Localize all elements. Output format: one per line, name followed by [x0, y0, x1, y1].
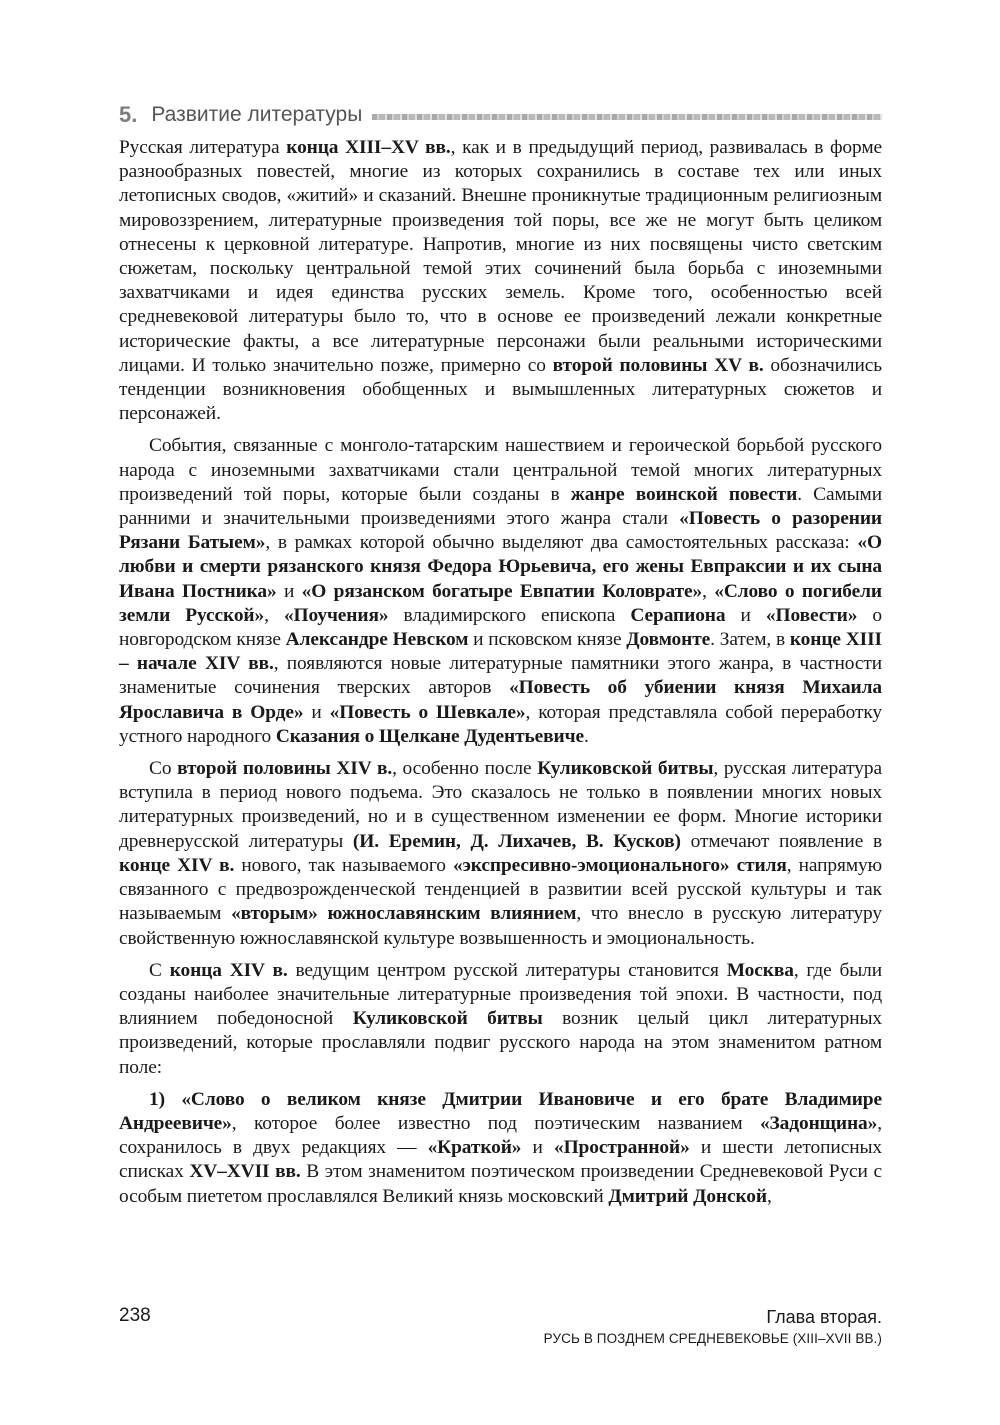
bold-text-run: конце XIII – начале XIV вв. — [119, 629, 882, 675]
header-rule — [372, 114, 882, 120]
text-run: , что внесло в русскую литературу свойственную южнославянской культуре возвышенность и эмоциональность. — [119, 903, 882, 949]
section-title: Развитие литературы — [151, 103, 363, 126]
bold-text-run: Довмонте — [626, 629, 711, 651]
page-footer — [119, 1305, 882, 1365]
text-run: С — [149, 959, 170, 981]
paragraph — [119, 959, 882, 1080]
bold-text-run: Куликовской битвы — [537, 758, 714, 780]
bold-text-run: «Слово о погибели земли Русской» — [119, 580, 882, 626]
bold-text-run: Александре Невском — [285, 629, 469, 651]
bold-text-run: «экспресивно-эмоционального» стиля — [452, 854, 787, 876]
page-number: 238 — [119, 1305, 151, 1326]
chapter-title-line2: РУСЬ В ПОЗДНЕМ СРЕДНЕВЕКОВЬЕ (XIII–XVII ВВ.) — [543, 1331, 882, 1346]
bold-text-run: Дмитрий Донской — [608, 1185, 767, 1207]
bold-text-run: Куликовской битвы — [352, 1008, 543, 1030]
bold-text-run: «О любви и смерти рязанского князя Федора Юрьевича, его жены Евпраксии и их сына Ивана Постника» — [119, 532, 882, 602]
text-run: Русская литература — [119, 137, 287, 158]
body-text — [119, 136, 882, 1217]
text-run: , где были созданы наиболее значительные литературные произведения той эпохи. В частности, под влиянием победоносной — [119, 959, 882, 1030]
text-run: и шести летописных списках — [119, 1137, 883, 1183]
paragraph — [119, 757, 882, 951]
text-run: и — [521, 1137, 554, 1159]
bold-text-run: «Пространной» — [553, 1137, 690, 1159]
text-run: . — [583, 725, 589, 747]
bold-text-run: «О рязанском богатыре Евпатии Коловрате» — [301, 580, 703, 602]
bold-text-run: 1) «Слово о великом князе Дмитрии Ивановиче и его брате Владимире Андреевиче» — [119, 1088, 882, 1134]
bold-text-run: «Повесть о Шевкале» — [329, 701, 526, 723]
bold-text-run: Сказания о Щелкане Дудентьевиче — [275, 725, 584, 747]
bold-text-run: «Краткой» — [427, 1137, 522, 1159]
text-run: События, связанные с монголо-татарским нашествием и героической борьбой русского народа с иноземными захватчиками стали центральной темой многих литературных произведений той поры, которые были созданы в — [119, 435, 882, 505]
text-run: и — [276, 580, 302, 602]
text-run: , в рамках которой обычно выделяют два самостоятельных рассказа: — [265, 532, 858, 554]
bold-text-run: XV–XVII вв. — [189, 1161, 301, 1183]
text-run: ведущим центром русской литературы становится — [287, 959, 727, 981]
bold-text-run: конце XIV в. — [119, 854, 235, 876]
text-run: Со — [149, 758, 178, 780]
text-run: и псковском князе — [468, 629, 627, 651]
text-run: , — [702, 580, 715, 602]
bold-text-run: «Задонщина» — [759, 1112, 878, 1134]
section-number: 5. — [119, 102, 138, 127]
bold-text-run: «Повесть о разорении Рязани Батыем» — [119, 508, 883, 554]
chapter-title-line1: Глава вторая. — [766, 1307, 882, 1327]
text-run: . Самыми ранними и значительными произведениями этого жанра стали — [119, 483, 882, 530]
text-run: , напрямую связанного с предвозрожденческой тенденцией в развитии всей русской культуры и так называемым — [119, 854, 882, 925]
text-run: о новгородском князе — [119, 604, 882, 651]
text-run: обозначились тенденции возникновения обобщенных и вымышленных литературных сюжетов и персонажей. — [119, 354, 882, 425]
text-run: нового, так называемого — [234, 854, 453, 876]
text-run: отмечают появление в — [680, 830, 882, 852]
chapter-title — [544, 1305, 882, 1349]
text-run: , — [264, 604, 284, 626]
text-run: и — [725, 604, 766, 626]
bold-text-run: (И. Еремин, Д. Лихачев, В. Кусков) — [352, 830, 681, 852]
text-run: . Затем, в — [710, 629, 790, 651]
text-run: , — [766, 1185, 772, 1207]
text-run: , русская литература вступила в период нового подъема. Это сказалось не только в появлении многих новых литературных произведений, но и в существенном изменении ее форм. Многие историки древнерусской литературы — [119, 758, 882, 852]
bold-text-run: конца XIII–XV вв. — [286, 137, 451, 158]
text-run: , которое более известно под поэтическим названием — [231, 1112, 760, 1134]
bold-text-run: «Повесть об убиении князя Михаила Ярославича в Орде» — [119, 677, 883, 723]
text-run: , сохранилось в двух редакциях — — [119, 1112, 882, 1159]
text-run: и — [303, 701, 330, 723]
text-run: , которая представляла собой переработку устного народного — [119, 701, 883, 747]
bold-text-run: второй половины XIV в. — [177, 758, 393, 780]
paragraph — [119, 136, 882, 426]
text-run: В этом знаменитом поэтическом произведении Средневековой Руси с особым пиететом прославлялся Великий князь московский — [119, 1161, 883, 1207]
bold-text-run: «Повести» — [765, 604, 858, 626]
bold-text-run: жанре воинской повести — [570, 483, 798, 505]
text-run: , как и в предыдущий период, развивалась в форме разнообразных повестей, многие из которых сохранились в составе тех или иных летописных сводов, «житий» и сказаний. Внешне проникнутые традиционным религиозным мировоззрением, литературные произведения той поры, все же не могут быть целиком отнесены к церковной литературе. Напротив, многие из них посвящены чисто светским сюжетам, поскольку центральной темой этих сочинений была борьба с иноземными захватчиками и идея единства русских земель. Кроме того, особенностью всей средневековой литературы было то, что в основе ее произведений лежали конкретные исторические факты, а все литературные персонажи были реальными историческими лицами. И только значительно позже, примерно со — [119, 137, 883, 376]
text-run: возник целый цикл литературных произведений, которые прославляли подвиг русского народа на этом знаменитом ратном поле: — [119, 1008, 882, 1078]
bold-text-run: «Поучения» — [283, 604, 389, 626]
text-run: , появляются новые литературные памятники этого жанра, в частности знаменитые сочинения тверских авторов — [119, 653, 882, 699]
bold-text-run: второй половины XV в. — [552, 354, 764, 376]
text-run: , особенно после — [392, 758, 538, 780]
bold-text-run: Серапиона — [630, 604, 726, 626]
paragraph — [119, 1088, 882, 1209]
bold-text-run: «вторым» южнославянским влиянием — [231, 903, 577, 925]
paragraph — [119, 434, 882, 749]
text-run: владимирского епископа — [388, 604, 631, 626]
bold-text-run: конца XIV в. — [169, 959, 288, 981]
section-header — [119, 98, 882, 132]
bold-text-run: Москва — [726, 959, 794, 981]
